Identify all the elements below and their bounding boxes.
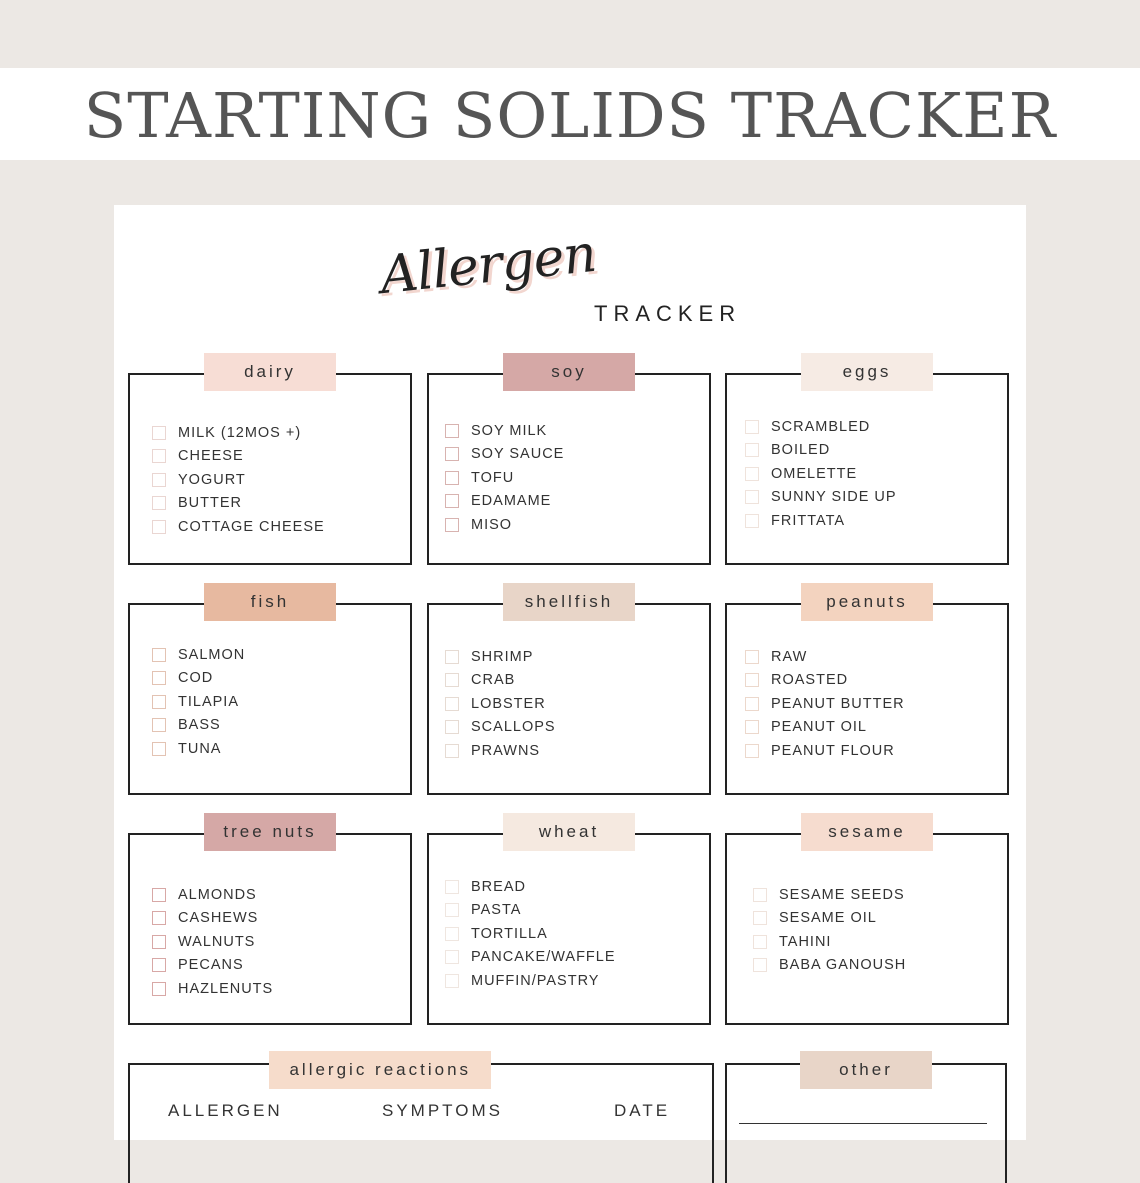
category-tab-dairy: dairy <box>204 353 336 391</box>
allergic-reactions-section <box>128 1060 714 1183</box>
category-card-soy <box>427 362 711 565</box>
category-tab-tree-nuts: tree nuts <box>204 813 336 851</box>
checkbox[interactable] <box>745 744 759 758</box>
other-section <box>725 1060 1007 1183</box>
checkbox[interactable] <box>152 520 166 534</box>
item-label: SOY MILK <box>471 422 548 439</box>
list-item[interactable] <box>152 492 325 516</box>
item-label: BABA GANOUSH <box>779 957 907 974</box>
checkbox[interactable] <box>445 744 459 758</box>
category-tab-shellfish: shellfish <box>503 583 635 621</box>
list-item[interactable] <box>445 946 616 970</box>
list-item[interactable] <box>152 954 273 978</box>
item-label: SOY SAUCE <box>471 446 565 463</box>
list-item[interactable] <box>445 692 556 716</box>
write-in-line[interactable] <box>739 1123 987 1124</box>
list-item[interactable] <box>745 692 905 716</box>
item-label: BREAD <box>471 878 526 895</box>
item-label: FRITTATA <box>771 512 846 529</box>
item-label: WALNUTS <box>178 933 256 950</box>
column-header-symptoms: SYMPTOMS <box>382 1101 503 1120</box>
item-label: ROASTED <box>771 672 849 689</box>
checkbox[interactable] <box>152 888 166 902</box>
item-label: TORTILLA <box>471 925 548 942</box>
tracker-title-word: TRACKER <box>594 301 742 326</box>
list-item[interactable] <box>745 509 897 533</box>
item-label: CASHEWS <box>178 910 259 927</box>
list-item[interactable] <box>745 462 897 486</box>
list-item[interactable] <box>753 907 906 931</box>
checkbox[interactable] <box>445 424 459 438</box>
list-item[interactable] <box>745 716 905 740</box>
checkbox[interactable] <box>445 447 459 461</box>
list-item[interactable] <box>445 645 556 669</box>
item-label: MILK (12MOS +) <box>178 424 302 441</box>
item-label: SUNNY SIDE UP <box>771 489 897 506</box>
checkbox[interactable] <box>445 471 459 485</box>
checkbox[interactable] <box>753 911 767 925</box>
list-item[interactable] <box>445 899 616 923</box>
tracker-script-title: Allergen <box>377 223 599 307</box>
checkbox[interactable] <box>745 490 759 504</box>
item-label: TILAPIA <box>178 693 239 710</box>
checkbox[interactable] <box>445 903 459 917</box>
category-card-wheat <box>427 822 711 1025</box>
list-item[interactable] <box>152 907 273 931</box>
category-card-eggs <box>725 362 1009 565</box>
item-label: PECANS <box>178 957 244 974</box>
list-item[interactable] <box>445 513 564 537</box>
category-tab-sesame: sesame <box>801 813 933 851</box>
list-item[interactable] <box>753 954 906 978</box>
checkbox[interactable] <box>152 695 166 709</box>
checkbox[interactable] <box>445 673 459 687</box>
checkbox[interactable] <box>445 518 459 532</box>
checkbox[interactable] <box>152 671 166 685</box>
list-item[interactable] <box>152 421 325 445</box>
list-item[interactable] <box>753 930 906 954</box>
column-header-allergen: ALLERGEN <box>168 1101 283 1120</box>
category-card-shellfish <box>427 592 711 795</box>
checkbox[interactable] <box>152 958 166 972</box>
category-card-tree-nuts <box>128 822 412 1025</box>
list-item[interactable] <box>152 445 325 469</box>
page-title: STARTING SOLIDS TRACKER <box>83 79 1057 152</box>
list-item[interactable] <box>152 977 273 1001</box>
list-item[interactable] <box>745 669 905 693</box>
list-item[interactable] <box>445 922 616 946</box>
checkbox[interactable] <box>745 514 759 528</box>
checkbox[interactable] <box>445 697 459 711</box>
item-label: LOBSTER <box>471 695 546 712</box>
item-label: RAW <box>771 648 808 665</box>
other-tab: other <box>800 1051 932 1089</box>
list-item[interactable] <box>152 468 325 492</box>
checkbox[interactable] <box>152 496 166 510</box>
list-item[interactable] <box>152 667 245 691</box>
column-header-date: DATE <box>614 1101 671 1120</box>
item-label: TUNA <box>178 740 222 757</box>
item-label: COTTAGE CHEESE <box>178 518 325 535</box>
checkbox[interactable] <box>445 720 459 734</box>
checkbox[interactable] <box>445 950 459 964</box>
list-item[interactable] <box>445 443 564 467</box>
item-label: SCALLOPS <box>471 719 556 736</box>
list-item[interactable] <box>445 969 616 993</box>
item-label: CHEESE <box>178 448 244 465</box>
item-label: PEANUT BUTTER <box>771 695 905 712</box>
list-item[interactable] <box>745 739 905 763</box>
list-item[interactable] <box>445 466 564 490</box>
item-label: YOGURT <box>178 471 246 488</box>
checkbox[interactable] <box>152 911 166 925</box>
checkbox[interactable] <box>152 426 166 440</box>
checkbox[interactable] <box>152 982 166 996</box>
item-label: COD <box>178 670 214 687</box>
item-label: TOFU <box>471 469 515 486</box>
category-tab-peanuts: peanuts <box>801 583 933 621</box>
list-item[interactable] <box>445 739 556 763</box>
item-label: PANCAKE/WAFFLE <box>471 949 616 966</box>
item-label: SALMON <box>178 646 246 663</box>
item-label: BOILED <box>771 442 831 459</box>
category-card-peanuts <box>725 592 1009 795</box>
item-label: PEANUT FLOUR <box>771 742 895 759</box>
item-label: SHRIMP <box>471 648 534 665</box>
checkbox[interactable] <box>753 935 767 949</box>
checkbox[interactable] <box>152 742 166 756</box>
checkbox[interactable] <box>445 974 459 988</box>
tracker-sheet <box>114 205 1026 1140</box>
item-label: OMELETTE <box>771 465 858 482</box>
category-tab-wheat: wheat <box>503 813 635 851</box>
list-item[interactable] <box>753 883 906 907</box>
list-item[interactable] <box>152 714 245 738</box>
item-label: SCRAMBLED <box>771 418 871 435</box>
category-tab-eggs: eggs <box>801 353 933 391</box>
list-item[interactable] <box>152 515 325 539</box>
category-card-dairy <box>128 362 412 565</box>
checkbox[interactable] <box>745 720 759 734</box>
item-label: SESAME OIL <box>779 910 877 927</box>
allergic-reactions-tab: allergic reactions <box>269 1051 491 1089</box>
item-label: MUFFIN/PASTRY <box>471 972 600 989</box>
title-banner <box>0 68 1140 160</box>
checkbox[interactable] <box>152 648 166 662</box>
list-item[interactable] <box>745 645 905 669</box>
list-item[interactable] <box>445 716 556 740</box>
checkbox[interactable] <box>745 443 759 457</box>
item-label: CRAB <box>471 672 516 689</box>
list-item[interactable] <box>445 875 616 899</box>
checkbox[interactable] <box>745 673 759 687</box>
item-label: PASTA <box>471 902 522 919</box>
category-tab-fish: fish <box>204 583 336 621</box>
checkbox[interactable] <box>152 718 166 732</box>
item-label: PRAWNS <box>471 742 541 759</box>
item-label: BASS <box>178 717 221 734</box>
checkbox[interactable] <box>152 473 166 487</box>
item-label: TAHINI <box>779 933 832 950</box>
list-item[interactable] <box>445 669 556 693</box>
checkbox[interactable] <box>445 494 459 508</box>
checkbox[interactable] <box>745 697 759 711</box>
category-card-fish <box>128 592 412 795</box>
list-item[interactable] <box>152 737 245 761</box>
item-label: BUTTER <box>178 495 242 512</box>
checkbox[interactable] <box>445 880 459 894</box>
checkbox[interactable] <box>745 467 759 481</box>
category-card-sesame <box>725 822 1009 1025</box>
item-label: SESAME SEEDS <box>779 886 905 903</box>
item-label: PEANUT OIL <box>771 719 867 736</box>
list-item[interactable] <box>152 643 245 667</box>
list-item[interactable] <box>745 439 897 463</box>
checkbox[interactable] <box>745 650 759 664</box>
item-label: ALMONDS <box>178 886 257 903</box>
list-item[interactable] <box>745 486 897 510</box>
category-tab-soy: soy <box>503 353 635 391</box>
item-label: MISO <box>471 516 513 533</box>
checkbox[interactable] <box>152 449 166 463</box>
checkbox[interactable] <box>445 927 459 941</box>
list-item[interactable] <box>445 490 564 514</box>
checkbox[interactable] <box>445 650 459 664</box>
item-label: HAZLENUTS <box>178 980 274 997</box>
item-label: EDAMAME <box>471 493 552 510</box>
list-item[interactable] <box>152 930 273 954</box>
checkbox[interactable] <box>152 935 166 949</box>
checkbox[interactable] <box>745 420 759 434</box>
list-item[interactable] <box>152 690 245 714</box>
list-item[interactable] <box>445 419 564 443</box>
list-item[interactable] <box>152 883 273 907</box>
checkbox[interactable] <box>753 958 767 972</box>
list-item[interactable] <box>745 415 897 439</box>
checkbox[interactable] <box>753 888 767 902</box>
